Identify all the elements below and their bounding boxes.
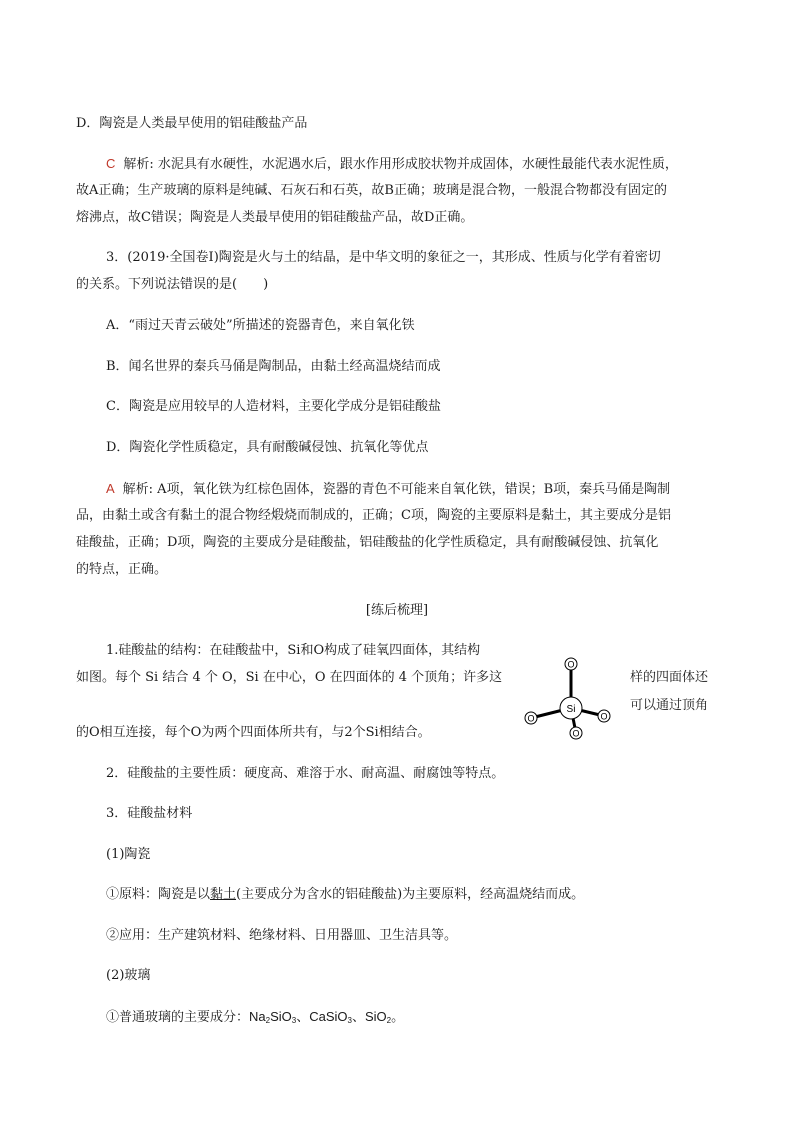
- o-label: O: [600, 711, 608, 722]
- o-label: O: [572, 728, 580, 739]
- si-label: Si: [566, 704, 576, 715]
- structure-line-2-right: 样的四面体还: [630, 670, 709, 685]
- q3-option-a: A．“雨过天青云破处”所描述的瓷器青色，来自氧化铁: [106, 318, 415, 333]
- ceramic-uses: ②应用：生产建筑材料、绝缘材料、日用器皿、卫生洁具等。: [106, 928, 458, 943]
- structure-line-1: 1.硅酸盐的结构：在硅酸盐中，Si和O构成了硅氧四面体，其结构: [106, 643, 481, 658]
- q2-analysis-line-3: 熔沸点，故C错误；陶瓷是人类最早使用的铝硅酸盐产品，故D正确。: [76, 210, 474, 225]
- property-line: 2．硅酸盐的主要性质：硬度高、难溶于水、耐高温、耐腐蚀等特点。: [106, 766, 505, 781]
- o-label: O: [527, 713, 535, 724]
- q2-analysis-line-1: C 解析: 水泥具有水硬性，水泥遇水后，跟水作用形成胶状物并成固体，水硬性最能代表水泥性质，: [106, 156, 678, 172]
- q3-option-c: C．陶瓷是应用较早的人造材料，主要化学成分是铝硅酸盐: [106, 399, 441, 414]
- q3-option-d: D．陶瓷化学性质稳定，具有耐酸碱侵蚀、抗氧化等优点: [106, 440, 429, 455]
- glass-title: (2)玻璃: [106, 968, 151, 983]
- q3-stem-line-2: 的关系。下列说法错误的是( ): [76, 277, 269, 292]
- materials-heading: 3．硅酸盐材料: [106, 806, 193, 821]
- silicon-oxygen-tetrahedron-diagram: [515, 650, 625, 745]
- q3-option-b: B．闻名世界的秦兵马俑是陶制品，由黏土经高温烧结而成: [106, 359, 441, 374]
- q2-option-d: D．陶瓷是人类最早使用的铝硅酸盐产品: [76, 116, 308, 131]
- q2-analysis-line-2: 故A正确；生产玻璃的原料是纯碱、石灰石和石英，故B正确；玻璃是混合物，一般混合物都没有固定的: [76, 183, 667, 198]
- structure-line-3-right: 可以通过顶角: [630, 698, 709, 713]
- q3-analysis-line-3: 硅酸盐，正确；D项，陶瓷的主要成分是硅酸盐，铝硅酸盐的化学性质稳定，具有耐酸碱侵蚀、抗氧化: [76, 535, 659, 550]
- ceramic-title: (1)陶瓷: [106, 847, 151, 862]
- q3-stem-line-1: 3．(2019·全国卷Ⅰ)陶瓷是火与土的结晶，是中华文明的象征之一，其形成、性质与化学有着密切: [106, 250, 661, 265]
- q2-answer-letter: C: [106, 156, 116, 171]
- structure-line-3: 的O相互连接，每个O为两个四面体所共有，与2个Si相结合。: [76, 725, 431, 740]
- q3-analysis-line-2: 品，由黏土或含有黏土的混合物经煅烧而制成的，正确；C项，陶瓷的主要原料是黏土，其主要成分是铝: [76, 508, 671, 523]
- q3-answer-letter: A: [106, 481, 115, 496]
- structure-line-2: 如图。每个 Si 结合 4 个 O，Si 在中心，O 在四面体的 4 个顶角；许多这: [76, 670, 503, 685]
- o-label: O: [567, 659, 575, 670]
- ceramic-raw-material: ①原料：陶瓷是以黏土(主要成分为含水的铝硅酸盐)为主要原料，经高温烧结而成。: [106, 887, 585, 902]
- q3-analysis-line-1: A 解析: A项，氧化铁为红棕色固体，瓷器的青色不可能来自氧化铁，错误；B项，秦兵马俑是陶制: [106, 481, 671, 497]
- glass-composition: ①普通玻璃的主要成分：$Na_2SiO_3$、CaSiO$_3$、SiO$_2$。: [106, 1009, 405, 1025]
- q3-analysis-line-4: 的特点，正确。: [76, 562, 168, 577]
- clay-term: 黏土: [210, 887, 237, 902]
- review-heading: [练后梳理]: [365, 603, 429, 618]
